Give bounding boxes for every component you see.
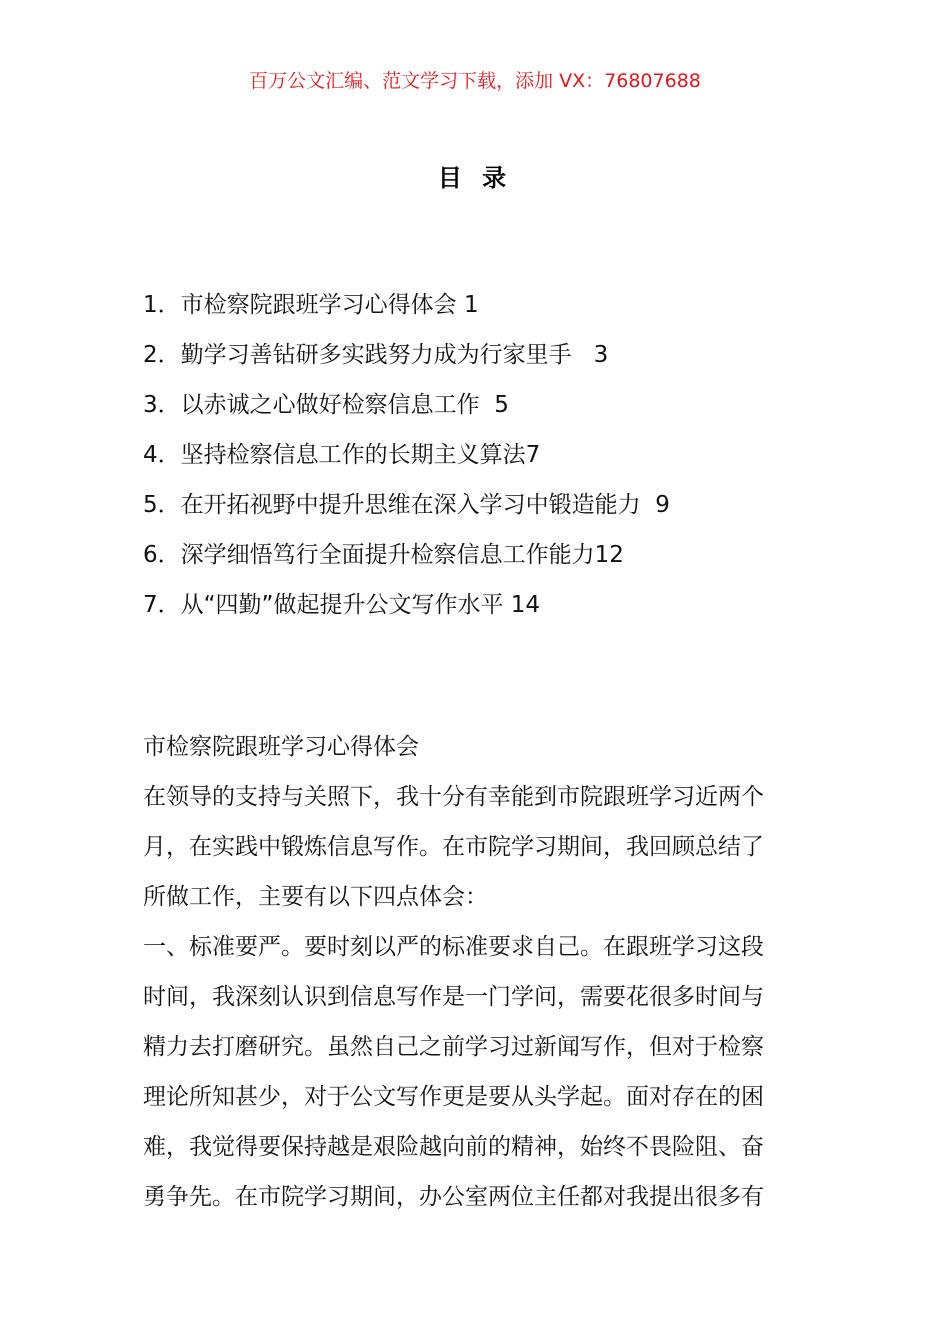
article-line: 难，我觉得要保持越是艰险越向前的精神，始终不畏险阻、奋 <box>143 1134 764 1160</box>
toc-separator: ． <box>157 492 181 518</box>
toc-gap <box>572 342 594 368</box>
toc-item-title: 在开拓视野中提升思维在深入学习中锻造能力 <box>180 492 641 518</box>
toc-item[interactable] <box>143 580 670 630</box>
article-line: 时间，我深刻认识到信息写作是一门学问，需要花很多时间与 <box>143 984 764 1010</box>
toc-item-title: 深学细悟笃行全面提升检察信息工作能力 <box>180 542 595 568</box>
toc-gap <box>480 392 495 418</box>
toc-item-number: 4 <box>143 442 158 468</box>
toc-item-title: 坚持检察信息工作的长期主义算法 <box>180 442 526 468</box>
toc-item-number: 3 <box>143 392 158 418</box>
article-title: 市检察院跟班学习心得体会 <box>143 734 419 760</box>
toc-item-title: 以赤诚之心做好检察信息工作 <box>180 392 480 418</box>
toc-item-number: 5 <box>143 492 158 518</box>
article-line: 在领导的支持与关照下，我十分有幸能到市院跟班学习近两个 <box>143 784 764 810</box>
article-line: 所做工作，主要有以下四点体会： <box>143 884 488 910</box>
toc-item[interactable] <box>143 380 670 430</box>
toc-item[interactable] <box>143 530 670 580</box>
toc-item-page: 1 <box>463 292 479 318</box>
article-body <box>143 722 813 1222</box>
toc-item-page: 14 <box>510 592 541 618</box>
article-line: 精力去打磨研究。虽然自己之前学习过新闻写作，但对于检察 <box>143 1034 764 1060</box>
toc-separator: ． <box>157 342 181 368</box>
article-line: 勇争先。在市院学习期间，办公室两位主任都对我提出很多有 <box>143 1184 764 1210</box>
toc-item-number: 2 <box>143 342 158 368</box>
toc-separator: ． <box>157 292 181 318</box>
toc-item-title: 从“四勤”做起提升公文写作水平 <box>180 592 504 618</box>
toc-gap <box>641 492 656 518</box>
toc-item[interactable] <box>143 480 670 530</box>
toc-item[interactable] <box>143 280 670 330</box>
table-of-contents <box>143 280 670 630</box>
toc-separator: ． <box>157 392 181 418</box>
toc-item-number: 7 <box>143 592 158 618</box>
toc-item[interactable] <box>143 430 670 480</box>
toc-item-number: 6 <box>143 542 158 568</box>
header-watermark-note: 百万公文汇编、范文学习下载，添加 VX：76807688 <box>249 70 701 92</box>
toc-item-page: 5 <box>494 392 509 418</box>
toc-item-page: 7 <box>525 442 541 468</box>
toc-separator: ． <box>157 592 181 618</box>
toc-separator: ． <box>157 442 181 468</box>
toc-gap <box>503 592 510 618</box>
article-line: 月，在实践中锻炼信息写作。在市院学习期间，我回顾总结了 <box>143 834 764 860</box>
toc-item-title: 市检察院跟班学习心得体会 <box>180 292 457 318</box>
toc-title: 目 录 <box>437 164 513 192</box>
toc-item-page: 12 <box>594 542 624 568</box>
article-line: 理论所知甚少，对于公文写作更是要从头学起。面对存在的困 <box>143 1084 764 1110</box>
toc-item[interactable] <box>143 330 670 380</box>
toc-item-page: 9 <box>655 492 670 518</box>
toc-item-title: 勤学习善钻研多实践努力成为行家里手 <box>180 342 572 368</box>
toc-gap <box>457 292 464 318</box>
toc-item-number: 1 <box>143 292 158 318</box>
toc-separator: ． <box>157 542 181 568</box>
toc-item-page: 3 <box>593 342 609 368</box>
article-line: 一、标准要严。要时刻以严的标准要求自己。在跟班学习这段 <box>143 934 764 960</box>
